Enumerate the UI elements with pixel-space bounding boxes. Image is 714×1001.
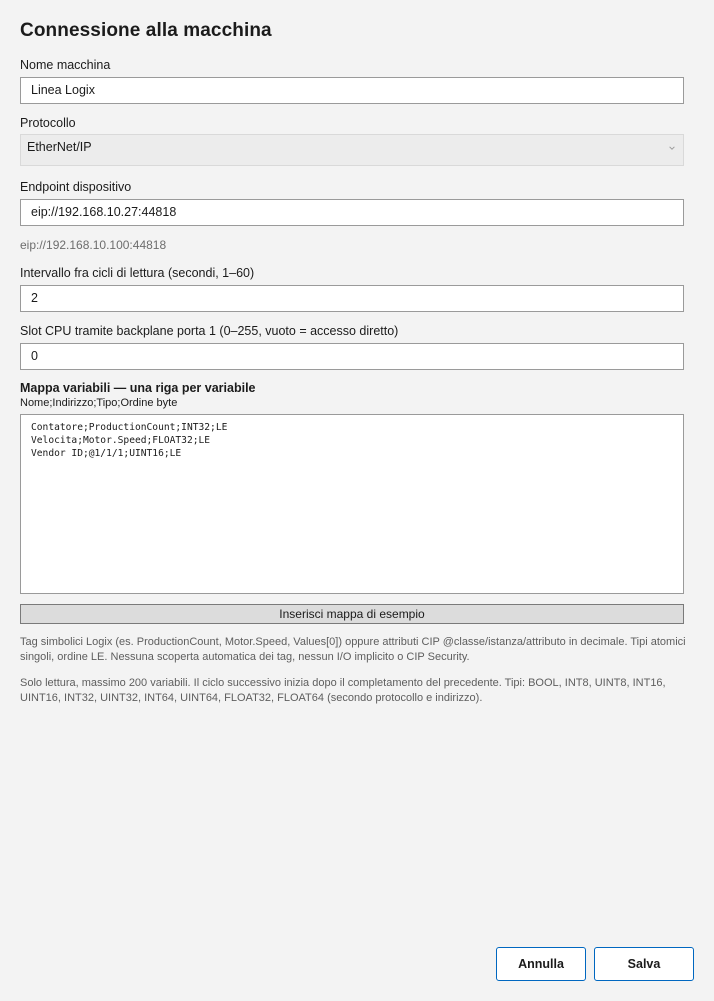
insert-sample-map-button[interactable]: Inserisci mappa di esempio bbox=[20, 604, 684, 624]
endpoint-input[interactable]: eip://192.168.10.27:44818 bbox=[20, 199, 684, 226]
variable-map-line: Velocita;Motor.Speed;FLOAT32;LE bbox=[31, 435, 211, 446]
protocol-selected-value: EtherNet/IP bbox=[27, 140, 92, 154]
protocol-label: Protocollo bbox=[20, 116, 76, 130]
variable-map-format: Nome;Indirizzo;Tipo;Ordine byte bbox=[20, 397, 178, 409]
cancel-button[interactable]: Annulla bbox=[496, 947, 586, 981]
cpu-slot-input[interactable]: 0 bbox=[20, 343, 684, 370]
variable-map-textarea[interactable] bbox=[20, 414, 684, 594]
limits-help-text: Solo lettura, massimo 200 variabili. Il ciclo successivo inizia dopo il completamento del precedente. Tipi: BOOL, INT8, UINT8, INT16, UINT16, INT32, UINT32, INT64, UINT64, FLOAT32, FLOAT64 (secondo protocollo e indirizzo). bbox=[20, 677, 666, 704]
protocol-select[interactable] bbox=[20, 134, 684, 166]
dialog-title: Connessione alla macchina bbox=[20, 20, 272, 41]
endpoint-example: eip://192.168.10.100:44818 bbox=[20, 238, 167, 252]
variable-map-label: Mappa variabili — una riga per variabile bbox=[20, 381, 256, 395]
cpu-slot-label: Slot CPU tramite backplane porta 1 (0–255, vuoto = accesso diretto) bbox=[20, 324, 399, 338]
endpoint-label: Endpoint dispositivo bbox=[20, 180, 132, 194]
chevron-down-icon bbox=[668, 144, 676, 152]
interval-input[interactable]: 2 bbox=[20, 285, 684, 312]
variable-map-line: Contatore;ProductionCount;INT32;LE bbox=[31, 422, 228, 433]
variable-map-line: Vendor ID;@1/1/1;UINT16;LE bbox=[31, 448, 182, 459]
machine-name-label: Nome macchina bbox=[20, 58, 111, 72]
interval-label: Intervallo fra cicli di lettura (secondi, 1–60) bbox=[20, 266, 255, 280]
save-button[interactable]: Salva bbox=[594, 947, 694, 981]
tags-help-text: Tag simbolici Logix (es. ProductionCount, Motor.Speed, Values[0]) oppure attributi CIP @classe/istanza/attributo in decimale. Tipi atomici singoli, ordine LE. Nessuna scoperta automatica dei tag, nessun I/O implicito o CIP Security. bbox=[20, 636, 686, 663]
machine-name-input[interactable]: Linea Logix bbox=[20, 77, 684, 104]
